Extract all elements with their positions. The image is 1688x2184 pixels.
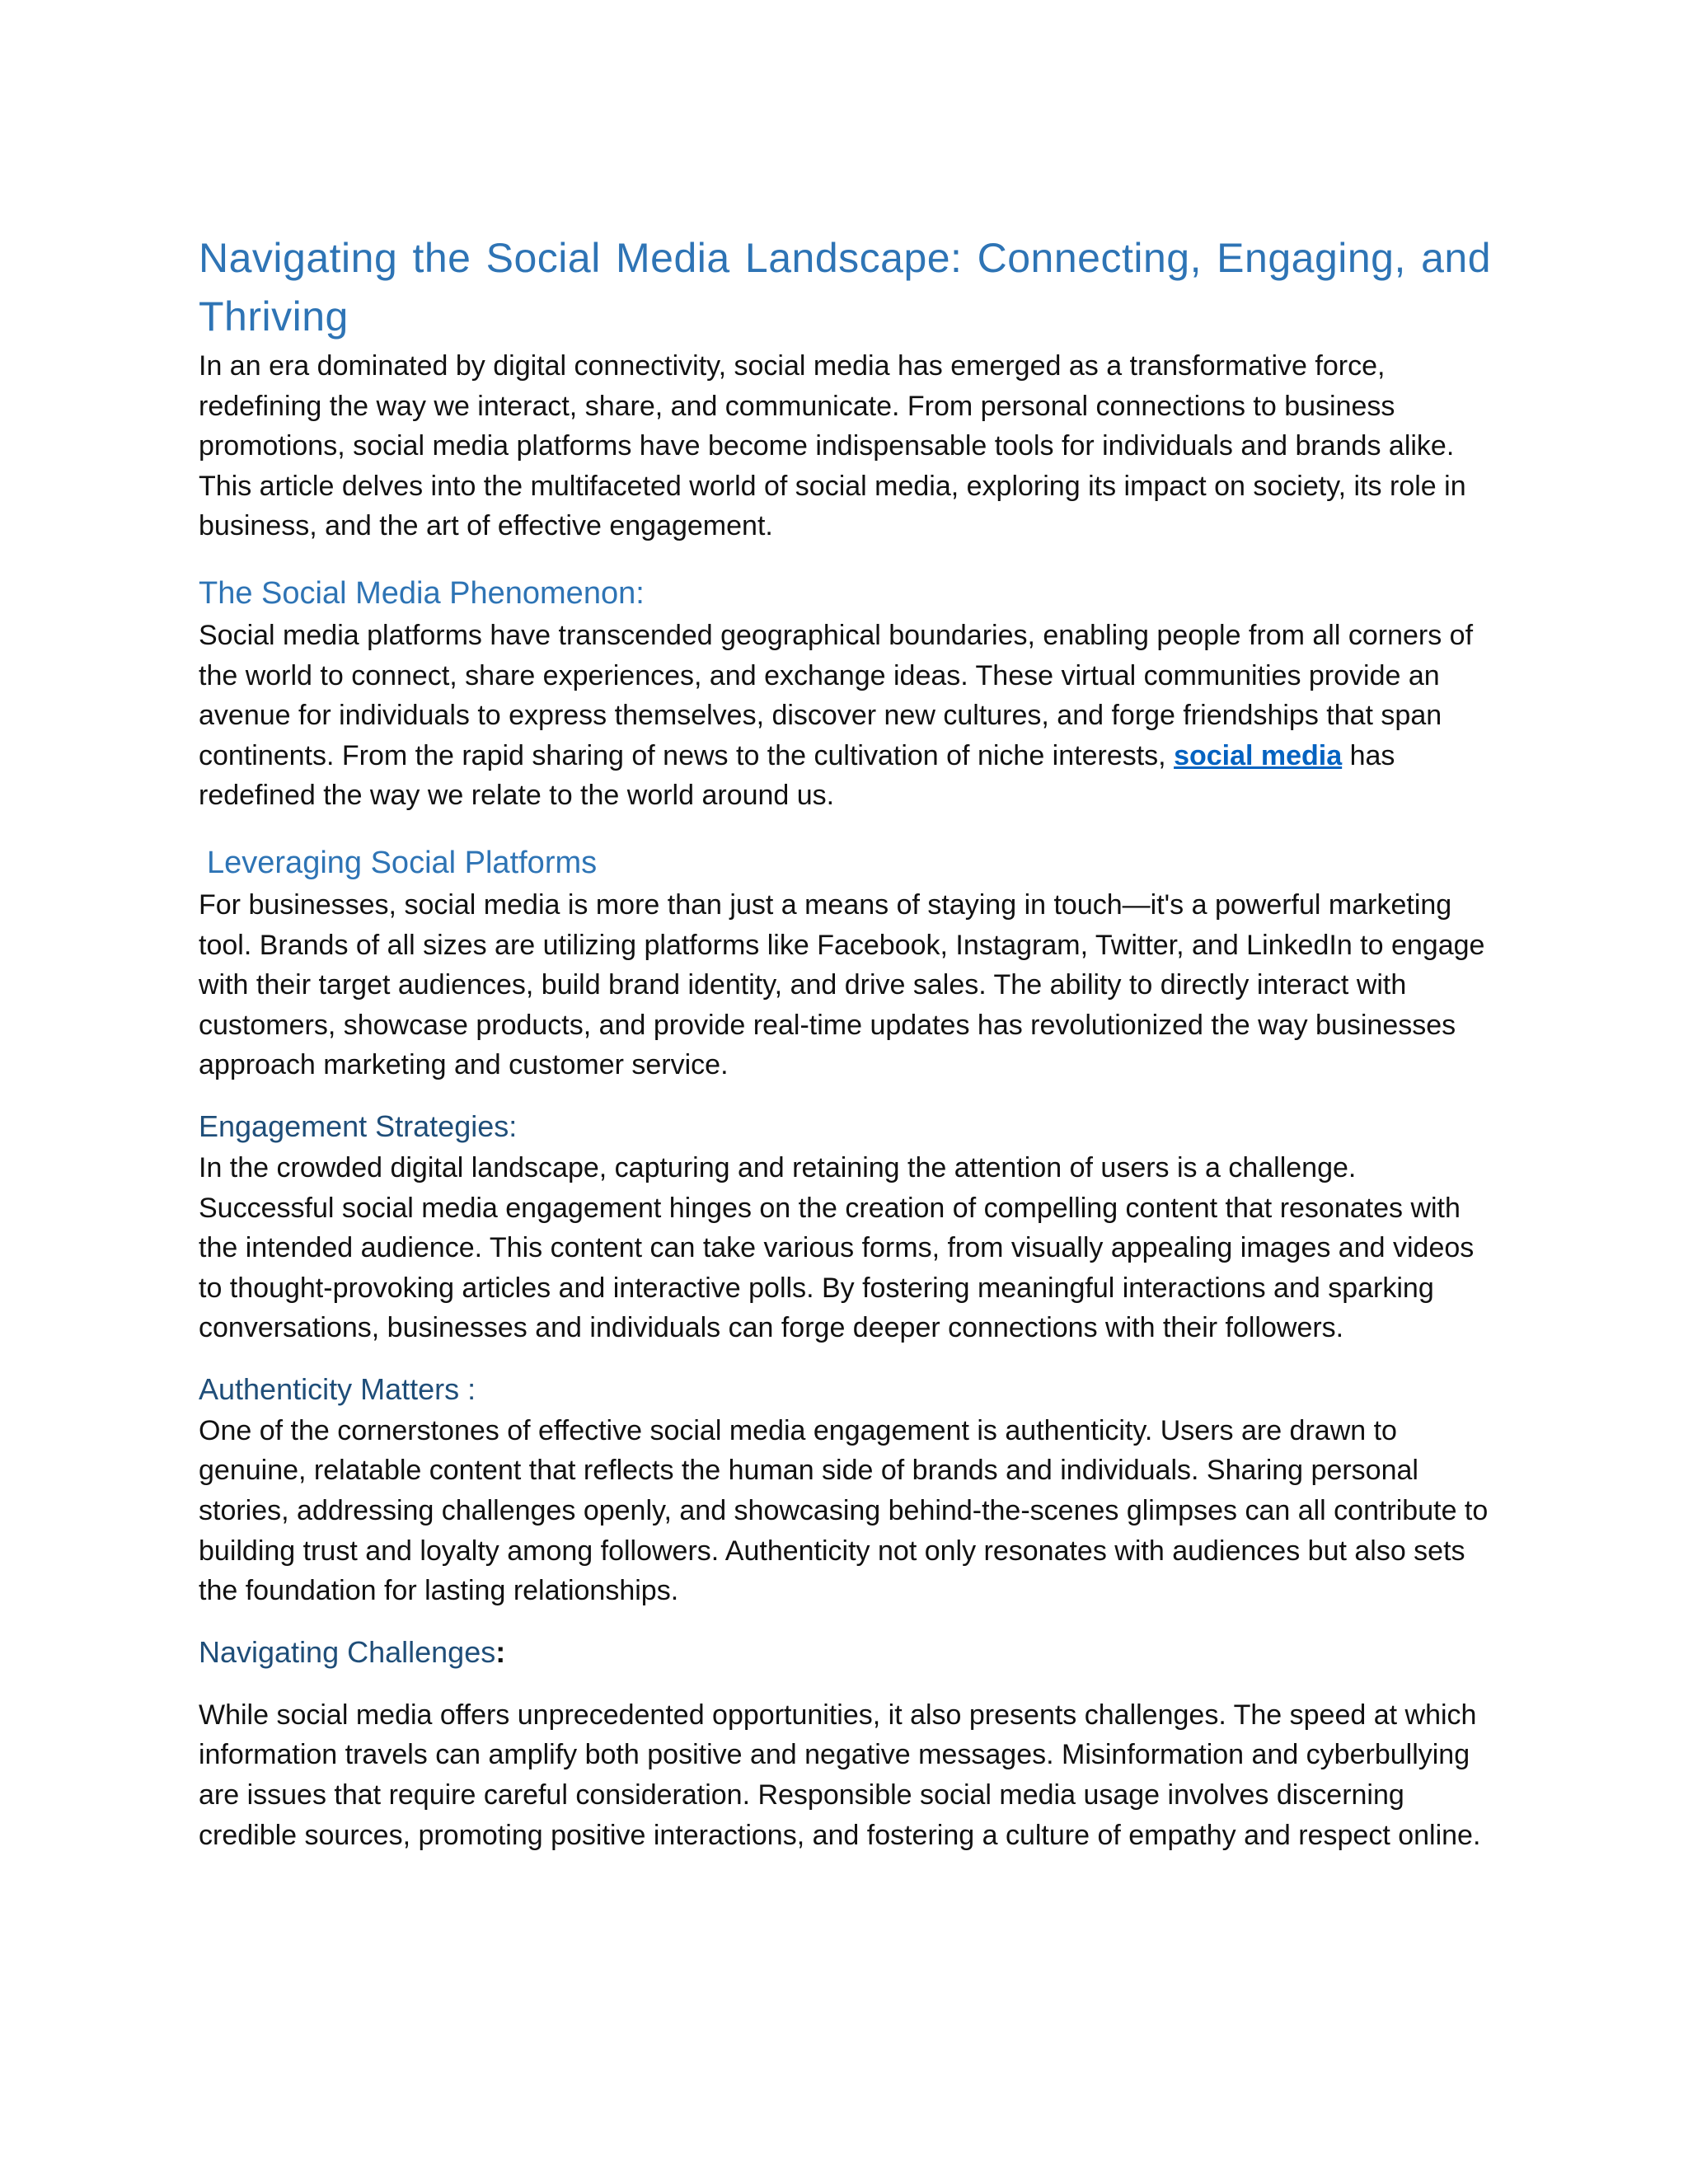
section-paragraph-engagement: In the crowded digital landscape, capturing and retaining the attention of users is a challenge. Successful social media engagement hinges on the creation of compelling content that resonates with the intended audience. This content can take various forms, from visually appealing images and videos to thought-provoking articles and interactive polls. By fostering meaningful interactions and sparking conversations, businesses and individuals can forge deeper connections with their followers. [199,1151,1475,1344]
section-paragraph-challenges: While social media offers unprecedented opportunities, it also presents challenges. The speed at which information travels can amplify both positive and negative messages. Misinformation and cyberbullying are issues that require careful consideration. Responsible social media usage involves discerning credible sources, promoting positive interactions, and fostering a culture of empathy and respect online. [199,1699,1481,1851]
paragraph-text-after-link: has redefined the way we relate to the world around us. [199,739,1395,812]
document-content [199,229,1491,1855]
section-paragraph-phenomenon [199,616,1491,816]
challenges-heading-text: Navigating Challenges [199,1634,496,1669]
social-media-link[interactable]: social media [1174,739,1343,771]
page-title: Navigating the Social Media Landscape: Connecting, Engaging, and Thriving [199,235,1491,340]
section-heading-leveraging: Leveraging Social Platforms [207,845,598,880]
intro-paragraph: In an era dominated by digital connectivity, social media has emerged as a transformative force, redefining the way we interact, share, and communicate. From personal connections to business promotions, social media platforms have become indispensable tools for individuals and brands alike. This article delves into the multifaceted world of social media, exploring its impact on society, its role in business, and the art of effective engagement. [199,350,1466,542]
challenges-heading-colon: : [495,1634,506,1669]
section-heading-phenomenon: The Social Media Phenomenon: [199,575,645,611]
section-paragraph-authenticity: One of the cornerstones of effective social media engagement is authenticity. Users are drawn to genuine, relatable content that reflects the human side of brands and individuals. Sharing personal stories, addressing challenges openly, and showcasing behind-the-scenes glimpses can all contribute to building trust and loyalty among followers. Authenticity not only resonates with audiences but also sets the foundation for lasting relationships. [199,1414,1489,1607]
section-heading-engagement: Engagement Strategies: [199,1108,518,1143]
paragraph-text-before-link: Social media platforms have transcended geographical boundaries, enabling people from all corners of the world to connect, share experiences, and exchange ideas. These virtual communities provide an avenue for individuals to express themselves, discover new cultures, and forge friendships that span continents. From the rapid sharing of news to the cultivation of niche interests, [199,619,1474,771]
section-heading-authenticity: Authenticity Matters : [199,1371,476,1406]
section-paragraph-leveraging: For businesses, social media is more than just a means of staying in touch—it's a powerful marketing tool. Brands of all sizes are utilizing platforms like Facebook, Instagram, Twitter, and LinkedIn to engage with their target audiences, build brand identity, and drive sales. The ability to directly interact with customers, showcase products, and provide real-time updates has revolutionized the way businesses approach marketing and customer service. [199,888,1485,1081]
section-heading-challenges [199,1631,1491,1674]
